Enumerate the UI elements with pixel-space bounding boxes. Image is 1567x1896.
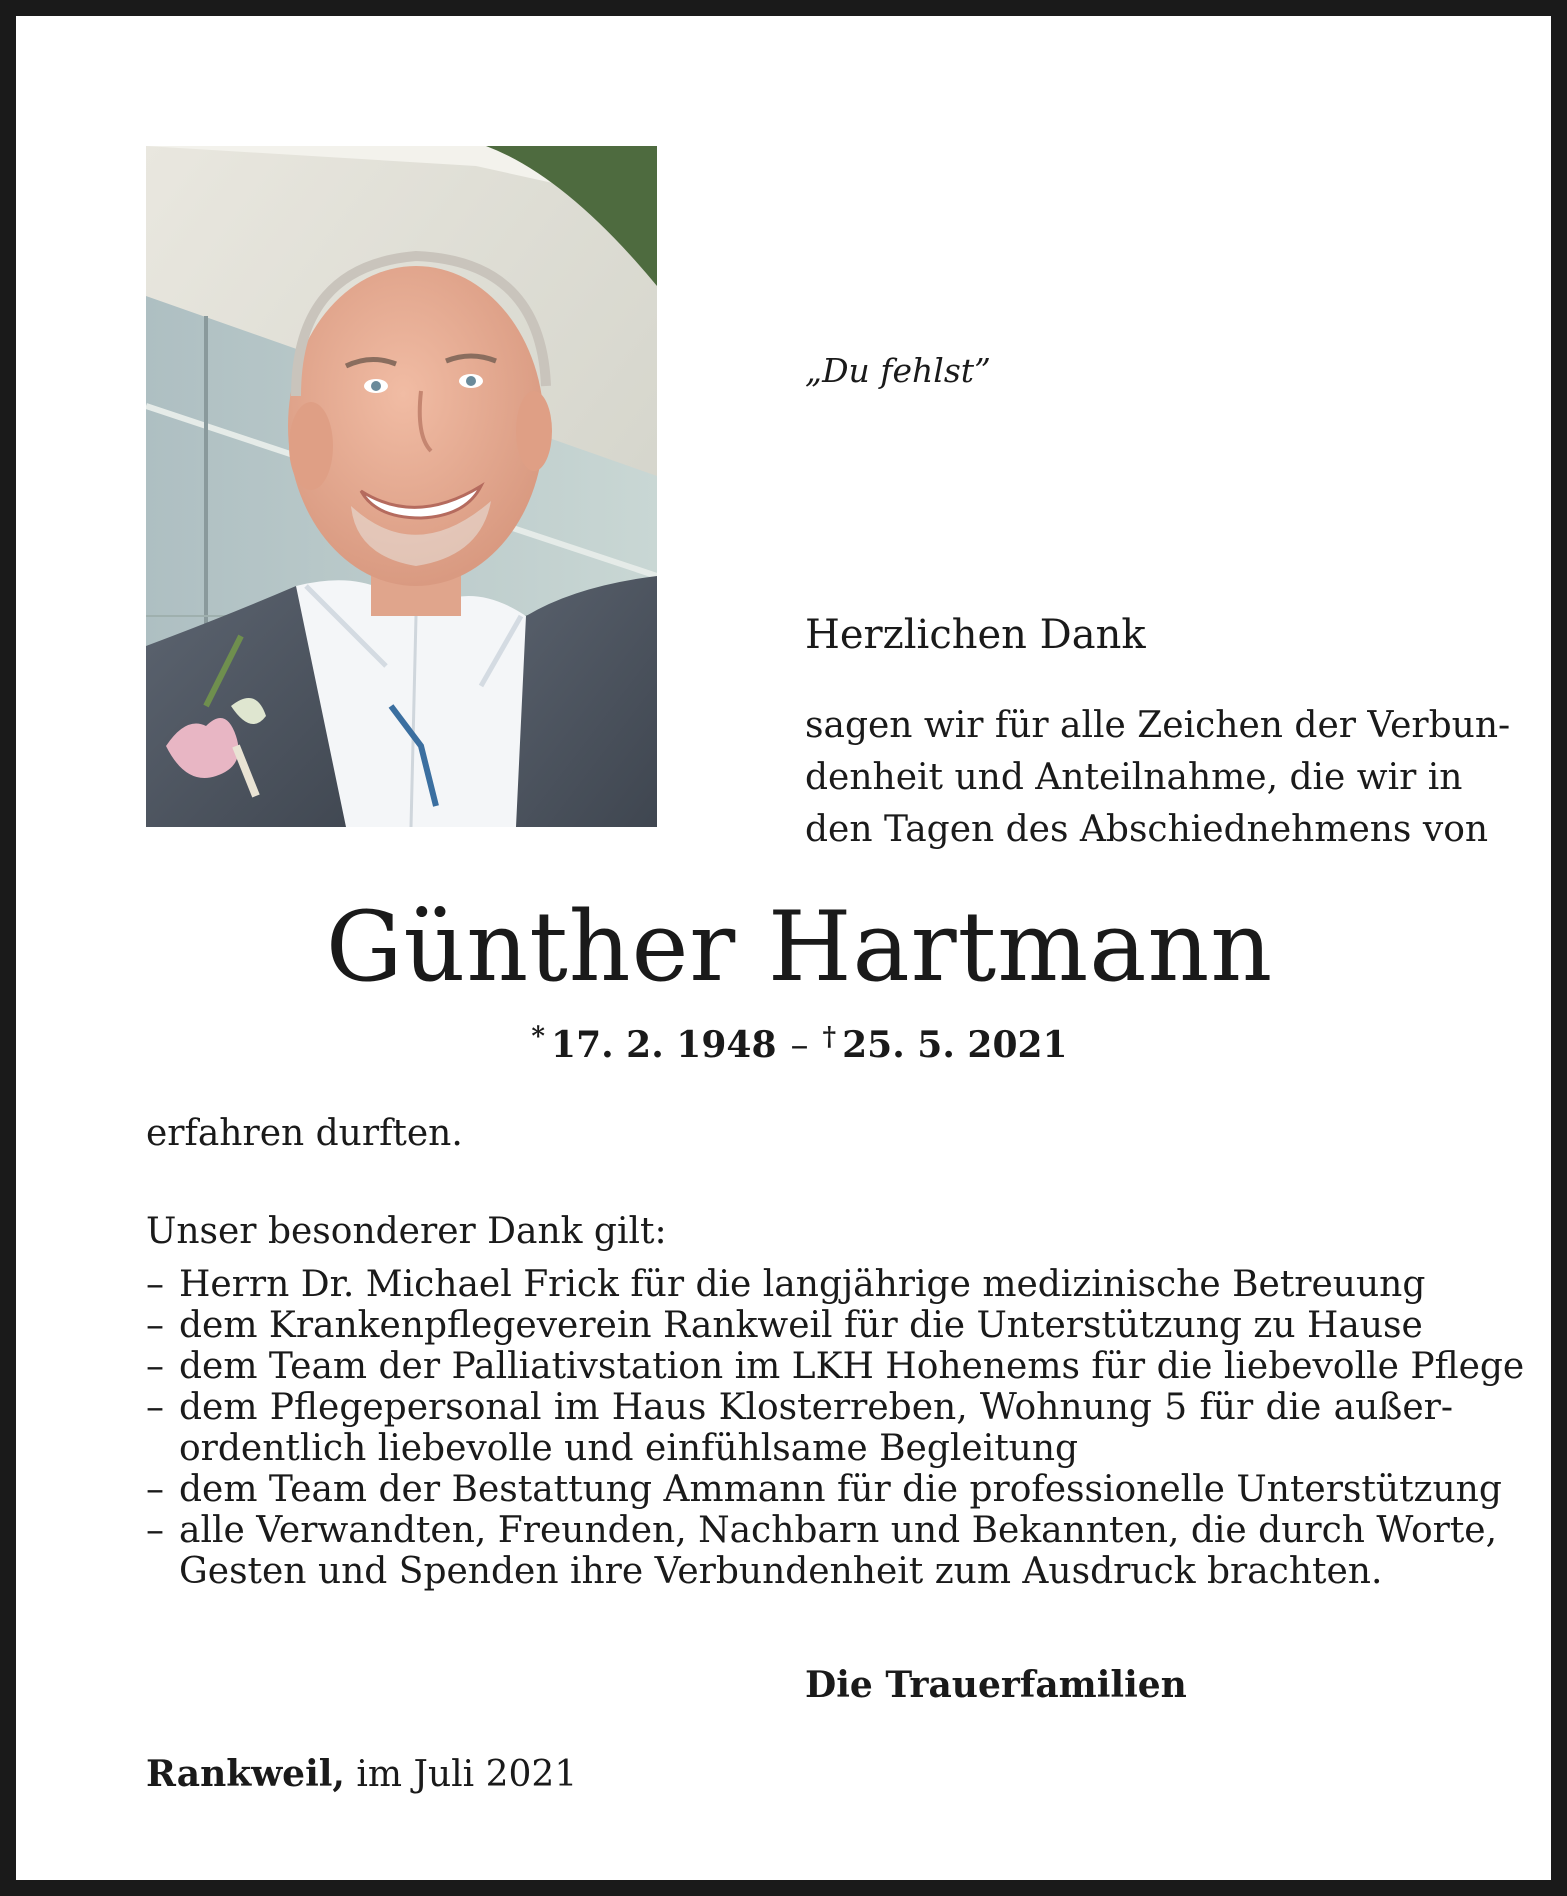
- list-item-line: dem Krankenpflegeverein Rankweil für die Unterstützung zu Hause: [179, 1305, 1423, 1346]
- list-dash: –: [146, 1510, 164, 1551]
- list-item: [146, 1387, 1453, 1469]
- list-item: [146, 1469, 1502, 1510]
- list-item-line: Gesten und Spenden ihre Verbundenheit zum Ausdruck brachten.: [179, 1551, 1383, 1592]
- portrait-image: [146, 146, 657, 827]
- portrait-photo: [146, 146, 657, 827]
- birth-symbol: *: [531, 1022, 546, 1052]
- intro-line: denheit und Anteilnahme, die wir in: [805, 757, 1463, 798]
- life-dates: [16, 1022, 1567, 1066]
- list-item-line: dem Team der Palliativstation im LKH Hohenems für die liebevolle Pflege: [179, 1346, 1525, 1387]
- list-dash: –: [146, 1305, 164, 1346]
- list-dash: –: [146, 1346, 164, 1387]
- quote-text: „Du fehlst”: [805, 351, 991, 390]
- list-item: [146, 1264, 1453, 1305]
- list-item: [146, 1346, 1525, 1387]
- list-dash: –: [146, 1387, 164, 1428]
- list-item-line: ordentlich liebevolle und einfühlsame Begleitung: [179, 1428, 1079, 1469]
- date-text: im Juli 2021: [356, 1754, 578, 1795]
- list-dash: –: [146, 1264, 164, 1305]
- intro-line: den Tagen des Abschiednehmens von: [805, 809, 1489, 850]
- place-name: Rankweil,: [146, 1753, 345, 1795]
- list-item-line: Herrn Dr. Michael Frick für die langjährige medizinische Betreuung: [179, 1264, 1426, 1305]
- list-dash: –: [146, 1469, 164, 1510]
- thanks-heading: Herzlichen Dank: [805, 612, 1146, 658]
- intro-line: sagen wir für alle Zeichen der Verbun-: [805, 705, 1511, 746]
- thanks-list: [146, 1264, 1525, 1592]
- closing-text: erfahren durften.: [146, 1113, 463, 1154]
- list-item-line: alle Verwandten, Freunden, Nachbarn und Bekannten, die durch Worte,: [179, 1510, 1498, 1551]
- birth-date: 17. 2. 1948: [551, 1024, 777, 1066]
- death-date: 25. 5. 2021: [842, 1024, 1068, 1066]
- place-date: [146, 1753, 577, 1795]
- list-item: [146, 1510, 1498, 1592]
- deceased-name: Günther Hartmann: [325, 891, 1274, 1003]
- thanks-intro: Unser besonderer Dank gilt:: [146, 1211, 667, 1252]
- list-item-line: dem Team der Bestattung Ammann für die professionelle Unterstützung: [179, 1469, 1502, 1510]
- list-item: [146, 1305, 1453, 1346]
- signature: Die Trauerfamilien: [805, 1664, 1187, 1706]
- death-symbol: †: [822, 1022, 837, 1052]
- intro-paragraph: [805, 700, 1511, 856]
- date-separator: –: [790, 1025, 809, 1066]
- list-item-line: dem Pflegepersonal im Haus Klosterreben, Wohnung 5 für die außer-: [179, 1387, 1453, 1428]
